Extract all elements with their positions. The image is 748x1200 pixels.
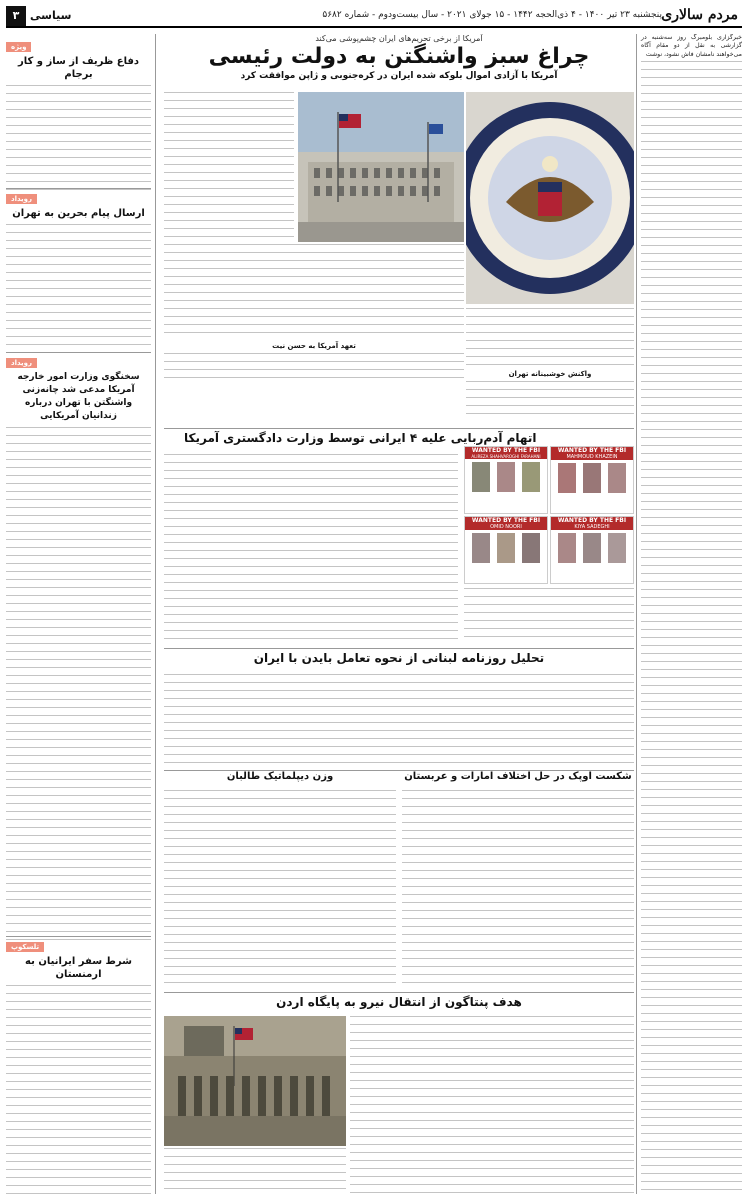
right-column	[636, 34, 742, 1194]
defense-body	[164, 790, 396, 986]
defense-headline-block	[164, 770, 396, 786]
left-headline-2: ارسال پیام بحرین به تهران	[12, 208, 145, 219]
defense-headline: وزن دیپلماتیک طالبان	[226, 771, 334, 782]
lead-body-col-1	[164, 92, 294, 242]
main-area	[164, 34, 634, 1194]
left-body-4	[6, 985, 151, 1194]
opec-body	[402, 790, 634, 986]
story-tag: تلسکوپ	[6, 942, 44, 952]
left-body-1	[6, 85, 151, 195]
fbi-wanted-posters	[464, 446, 634, 584]
fbi-headline: اتهام آدم‌ربایی علیه ۴ ایرانی توسط وزارت دادگستری آمریکا	[184, 431, 537, 445]
left-column	[6, 34, 156, 1194]
wanted-poster: WANTED BY THE FBI MAHMOUD KHAZEIN	[550, 446, 634, 514]
section-name: سیاسی	[30, 9, 72, 22]
military-ceremony-photo	[164, 1016, 346, 1146]
left-body-3	[6, 427, 151, 947]
dateline: پنجشنبه ۲۳ تیر ۱۴۰۰ - ۴ ذی‌الحجه ۱۴۴۲ - ۱۵ جولای ۲۰۲۱ - سال بیست‌ودوم - شماره ۵۶۸۲	[322, 10, 662, 20]
left-story-3	[6, 350, 151, 930]
fbi-body	[164, 454, 458, 642]
lead-subhead-1: تعهد آمریکا به حسن نیت	[272, 342, 356, 350]
story-tag: رویداد	[6, 358, 37, 368]
lead-body-right	[466, 308, 634, 422]
lead-kicker: آمریکا از برخی تحریم‌های ایران چشم‌پوشی می‌کند	[315, 34, 483, 43]
state-department-building-photo	[298, 92, 464, 242]
wanted-poster: WANTED BY THE FBI OMID NOORI	[464, 516, 548, 584]
opec-headline: شکست اوپک در حل اختلاف امارات و عربستان	[404, 771, 632, 782]
left-body-2	[6, 224, 151, 349]
lead-deck: آمریکا با آزادی اموال بلوکه شده ایران در کره‌جنوبی و ژاپن موافقت کرد	[240, 71, 558, 81]
state-department-seal-photo	[466, 92, 634, 304]
left-story-4	[6, 934, 151, 1194]
left-headline-4: شرط سفر ایرانیان به ارمنستان	[25, 956, 132, 980]
lead-subhead-2: واکنش خوشبینانه تهران	[508, 370, 592, 378]
lead-body-lower	[164, 244, 464, 422]
lead-headline: چراغ سبز واشنگتن به دولت رئیسی	[208, 44, 590, 69]
story-tag: رویداد	[6, 194, 37, 204]
wanted-poster: WANTED BY THE FBI ALIREZA SHAHVAROGHI FARAHANI	[464, 446, 548, 514]
wanted-poster: WANTED BY THE FBI KIYA SADEGHI	[550, 516, 634, 584]
fbi-body-right	[464, 588, 634, 642]
pentagon-body	[350, 1016, 634, 1194]
right-column-body	[641, 61, 742, 1194]
story-tag: ویژه	[6, 42, 31, 52]
left-story-1	[6, 34, 151, 182]
page-number: ۳	[6, 6, 26, 26]
lead-headline-block	[164, 34, 634, 90]
opec-headline-block	[402, 770, 634, 786]
pentagon-headline: هدف پنتاگون از انتقال نیرو به پایگاه اردن	[276, 995, 522, 1009]
lebanon-headline: تحلیل روزنامه لبنانی از نحوه تعامل بایدن با ایران	[253, 651, 545, 665]
newspaper-logo: مردم سالاری	[661, 7, 738, 23]
page-header	[6, 6, 742, 28]
lebanon-body	[164, 674, 634, 764]
left-headline-3: سخنگوی وزارت امور خارجه آمریکا مدعی شد چانه‌زنی واشنگتن با تهران درباره زندانیان آمریکایی	[17, 372, 140, 421]
right-column-intro: خبرگزاری بلومبرگ روز سه‌شنبه در گزارشی به نقل از دو مقام آگاه می‌خواهند نامشان فاش نشود، نوشت	[641, 34, 742, 58]
pentagon-headline-block	[164, 992, 634, 1014]
lebanon-headline-block	[164, 648, 634, 670]
left-story-2	[6, 186, 151, 346]
pentagon-body-left	[164, 1148, 346, 1194]
left-headline-1: دفاع ظریف از ساز و کار برجام	[17, 56, 140, 80]
